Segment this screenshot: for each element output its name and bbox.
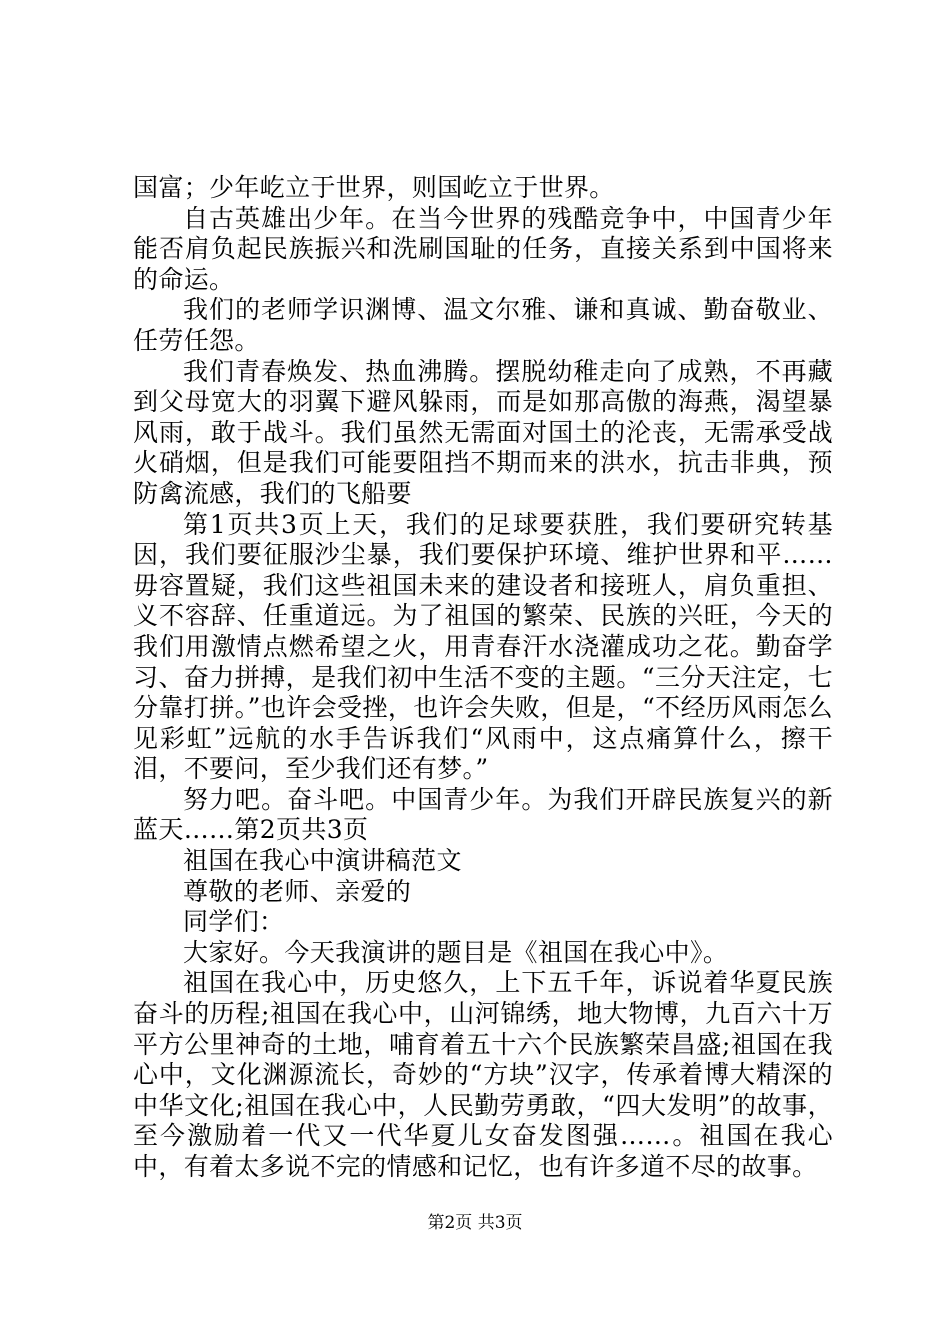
section-title: 祖国在我心中演讲稿范文: [183, 846, 462, 876]
salutation-continued: 同学们：: [183, 907, 285, 937]
page-footer: 第2页 共3页: [427, 1213, 523, 1233]
paragraph: 大家好。今天我演讲的题目是《祖国在我心中》。: [183, 937, 729, 967]
salutation: 尊敬的老师、亲爱的: [183, 876, 412, 906]
paragraph: 我们的老师学识渊博、温文尔雅、谦和真诚、勤奋敬业、任劳任怨。: [133, 295, 833, 355]
paragraph: 自古英雄出少年。在当今世界的残酷竞争中，中国青少年能否肩负起民族振兴和洗刷国耻的任务，直接关系到中国将来的命运。: [133, 203, 833, 294]
paragraph: 努力吧。奋斗吧。中国青少年。为我们开辟民族复兴的新蓝天……第2页共3页: [133, 784, 833, 845]
paragraph: 祖国在我心中，历史悠久，上下五千年，诉说着华夏民族奋斗的历程;祖国在我心中，山河锦绣，地大物博，九百六十万平方公里神奇的土地，哺育着五十六个民族繁荣昌盛;祖国在我心中，文化渊源流长，奇妙的“方块”汉字，传承着博大精深的中华文化;祖国在我心中，人民勤劳勇敢，“四大发明”的故事，至今激励着一代又一代华夏儿女奋发图强……。祖国在我心中，有着太多说不完的情感和记忆，也有许多道不尽的故事。: [133, 968, 833, 1181]
paragraph: 我们青春焕发、热血沸腾。摆脱幼稚走向了成熟，不再藏到父母宽大的羽翼下避风躲雨，而是如那高傲的海燕，渴望暴风雨，敢于战斗。我们虽然无需面对国土的沦丧，无需承受战火硝烟，但是我们可能要阻挡不期而来的洪水，抗击非典，预防禽流感，我们的飞船要: [133, 356, 833, 508]
document-body: [133, 173, 833, 1183]
paragraph-continuation: 国富；少年屹立于世界，则国屹立于世界。: [133, 173, 615, 202]
paragraph: 第1页共3页上天，我们的足球要获胜，我们要研究转基因，我们要征服沙尘暴，我们要保护环境、维护世界和平……毋容置疑，我们这些祖国未来的建设者和接班人，肩负重担、义不容辞、任重道远。为了祖国的繁荣、民族的兴旺，今天的我们用激情点燃希望之火，用青春汗水浇灌成功之花。勤奋学习、奋力拼搏，是我们初中生活不变的主题。“三分天注定，七分靠打拼。”也许会受挫，也许会失败，但是，“不经历风雨怎么见彩虹”远航的水手告诉我们“风雨中，这点痛算什么，擦干泪，不要问，至少我们还有梦。”: [133, 509, 833, 784]
